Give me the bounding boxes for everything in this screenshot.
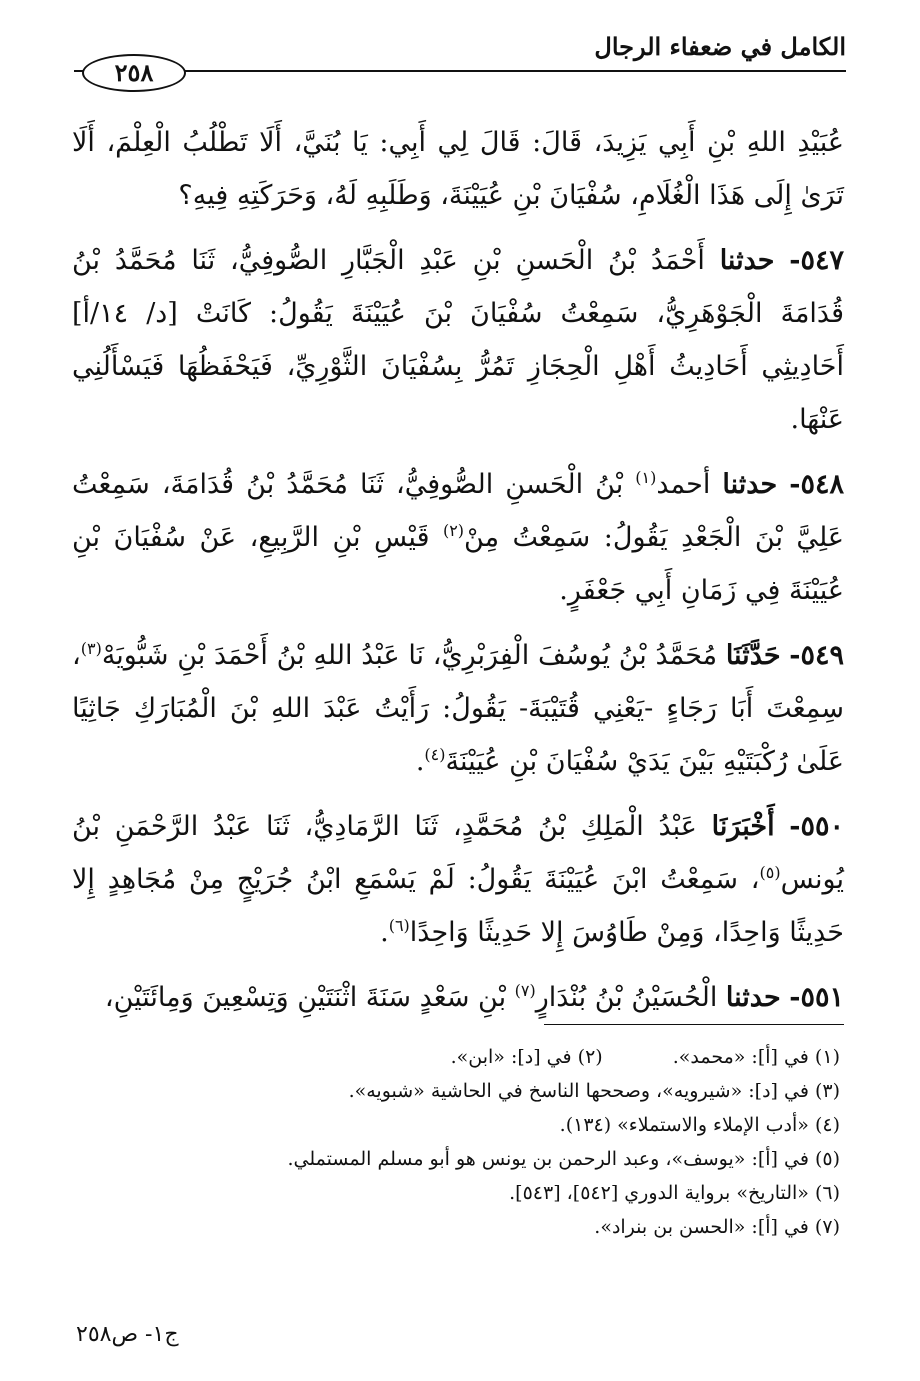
footnote-6: (٦) «التاريخ» برواية الدوري [٥٤٢]، [٥٤٣]. [509, 1182, 840, 1204]
main-text [72, 116, 844, 1036]
hadith-number: ٥٥٠- [789, 811, 844, 842]
hadith-number: ٥٥١- [789, 982, 844, 1013]
footnote-2: (٢) في [د]: «ابن». [450, 1046, 603, 1068]
running-head: الكامل في ضعفاء الرجال [594, 32, 846, 61]
narration-keyword: حدثنا [719, 245, 775, 276]
footnote-7: (٧) في [أ]: «الحسن بن بنراد». [594, 1216, 840, 1238]
footnote-5: (٥) في [أ]: «يوسف»، وعبد الرحمن بن يونس هو أبو مسلم المستملي. [287, 1148, 840, 1170]
footnote-4: (٤) «أدب الإملاء والاستملاء» (١٣٤). [559, 1114, 840, 1136]
footnote-ref[interactable]: (٦) [388, 916, 410, 935]
footnote-ref[interactable]: (٥) [759, 863, 781, 882]
header-rule [74, 70, 846, 72]
hadith-550: ٥٥٠- أَخْبَرَنَا عَبْدُ الْمَلِكِ بْنُ مُحَمَّدٍ، ثَنَا الرَّمَادِيُّ، ثَنَا عَبْدُ الرَّحْمَنِ بْنُ يُونس$^{(٥)}$، سَمِعْتُ ابْنَ عُيَيْنَةَ يَقُولُ: لَمْ يَسْمَعِ ابْنُ جُرَيْجٍ مِنْ مُجَاهِدٍ إِلا حَدِيثًا وَاحِدًا، وَمِنْ طَاوُسَ إِلا حَدِيثًا وَاحِدًا$^{(٦)}$. [72, 811, 844, 948]
hadith-number: ٥٤٩- [789, 640, 844, 671]
footnote-ref[interactable]: (٤) [424, 745, 446, 764]
footnote-ref[interactable]: (١) [635, 468, 657, 487]
hadith-549: ٥٤٩- حَدَّثَنَا مُحَمَّدُ بْنُ يُوسُفَ الْفِرَبْرِيُّ، نَا عَبْدُ اللهِ بْنُ أَحْمَدَ بْنِ شَبُّويَهْ$^{(٣)}$، سِمِعْتَ أَبَا رَجَاءٍ -يَعْنِي قُتَيْبَةَ- يَقُولُ: رَأَيْتُ عَبْدَ اللهِ بْنَ الْمُبَارَكِ جَاثِيًا عَلَىٰ رُكْبَتَيْهِ بَيْنَ يَدَيْ سُفْيَانَ بْنِ عُيَيْنَةَ$^{(٤)}$. [72, 639, 844, 777]
paragraph-continuation: عُبَيْدِ اللهِ بْنِ أَبِي يَزِيدَ، قَالَ: قَالَ لِي أَبِي: يَا بُنَيَّ، أَلَا تَطْلُبُ الْعِلْمَ، أَلَا تَرَىٰ إِلَى هَذَا الْغُلَامِ، سُفْيَانَ بْنِ عُيَيْنَةَ، وَطَلَبِهِ لَهُ، وَحَرَكَتِهِ فِيهِ؟ [72, 127, 844, 211]
narration-keyword: حدثنا [722, 469, 778, 500]
footnote-ref[interactable]: (٣) [80, 639, 102, 658]
hadith-number: ٥٤٧- [789, 245, 844, 276]
footnote-1: (١) في [أ]: «محمد». [672, 1046, 840, 1068]
footnote-ref[interactable]: (٧) [514, 981, 536, 1000]
footnote-rule [544, 1024, 844, 1025]
footnote-row [76, 1040, 840, 1074]
hadith-547: ٥٤٧- حدثنا أَحْمَدُ بْنُ الْحَسنِ بْنِ عَبْدِ الْجَبَّارِ الصُّوفِيُّ، ثَنَا مُحَمَّدُ بْنُ قُدَامَةَ الْجَوْهَرِيُّ، سَمِعْتُ سُفْيَانَ بْنَ عُيَيْنَةَ يَقُولُ: كَانَتْ [د/ ١٤/أ] أَحَادِيثِي أَحَادِيثُ أَهْلِ الْحِجَازِ تَمُرُّ بِسُفْيَانَ الثَّوْرِيِّ، فَيَحْفَظُهَا فَيَسْأَلُنِي عَنْهَا. [72, 245, 844, 435]
footnotes [76, 1040, 840, 1244]
page-number: ٢٥٨ [82, 54, 186, 92]
hadith-551: ٥٥١- حدثنا الْحُسَيْنُ بْنُ بُنْدَارٍ$^{(٧)}$ بْنِ سَعْدٍ سَنَةَ اثْنَتَيْنِ وَتِسْعِينَ وَمِائَتَيْنِ، [104, 981, 844, 1013]
narration-keyword: أَخْبَرَنَا [711, 811, 775, 842]
footnote-ref[interactable]: (٢) [442, 521, 465, 540]
hadith-548: ٥٤٨- حدثنا أحمد$^{(١)}$ بْنُ الْحَسنِ الصُّوفِيُّ، ثَنَا مُحَمَّدُ بْنُ قُدَامَةَ، سَمِعْتُ عَلِيَّ بْنَ الْجَعْدِ يَقُولُ: سَمِعْتُ مِنْ$^{(٢)}$ قَيْسِ بْنِ الرَّبِيعِ، عَنْ سُفْيَانَ بْنِ عُيَيْنَةَ فِي زَمَانِ أَبِي جَعْفَرٍ. [72, 468, 844, 606]
hadith-number: ٥٤٨- [789, 469, 844, 500]
narration-keyword: حدثنا [725, 982, 781, 1013]
narration-keyword: حَدَّثَنَا [725, 640, 781, 671]
footnote-3: (٣) في [د]: «شيرويه»، وصححها الناسخ في الحاشية «شبويه». [348, 1080, 840, 1102]
volume-page-reference: ج١- ص٢٥٨ [76, 1322, 179, 1347]
